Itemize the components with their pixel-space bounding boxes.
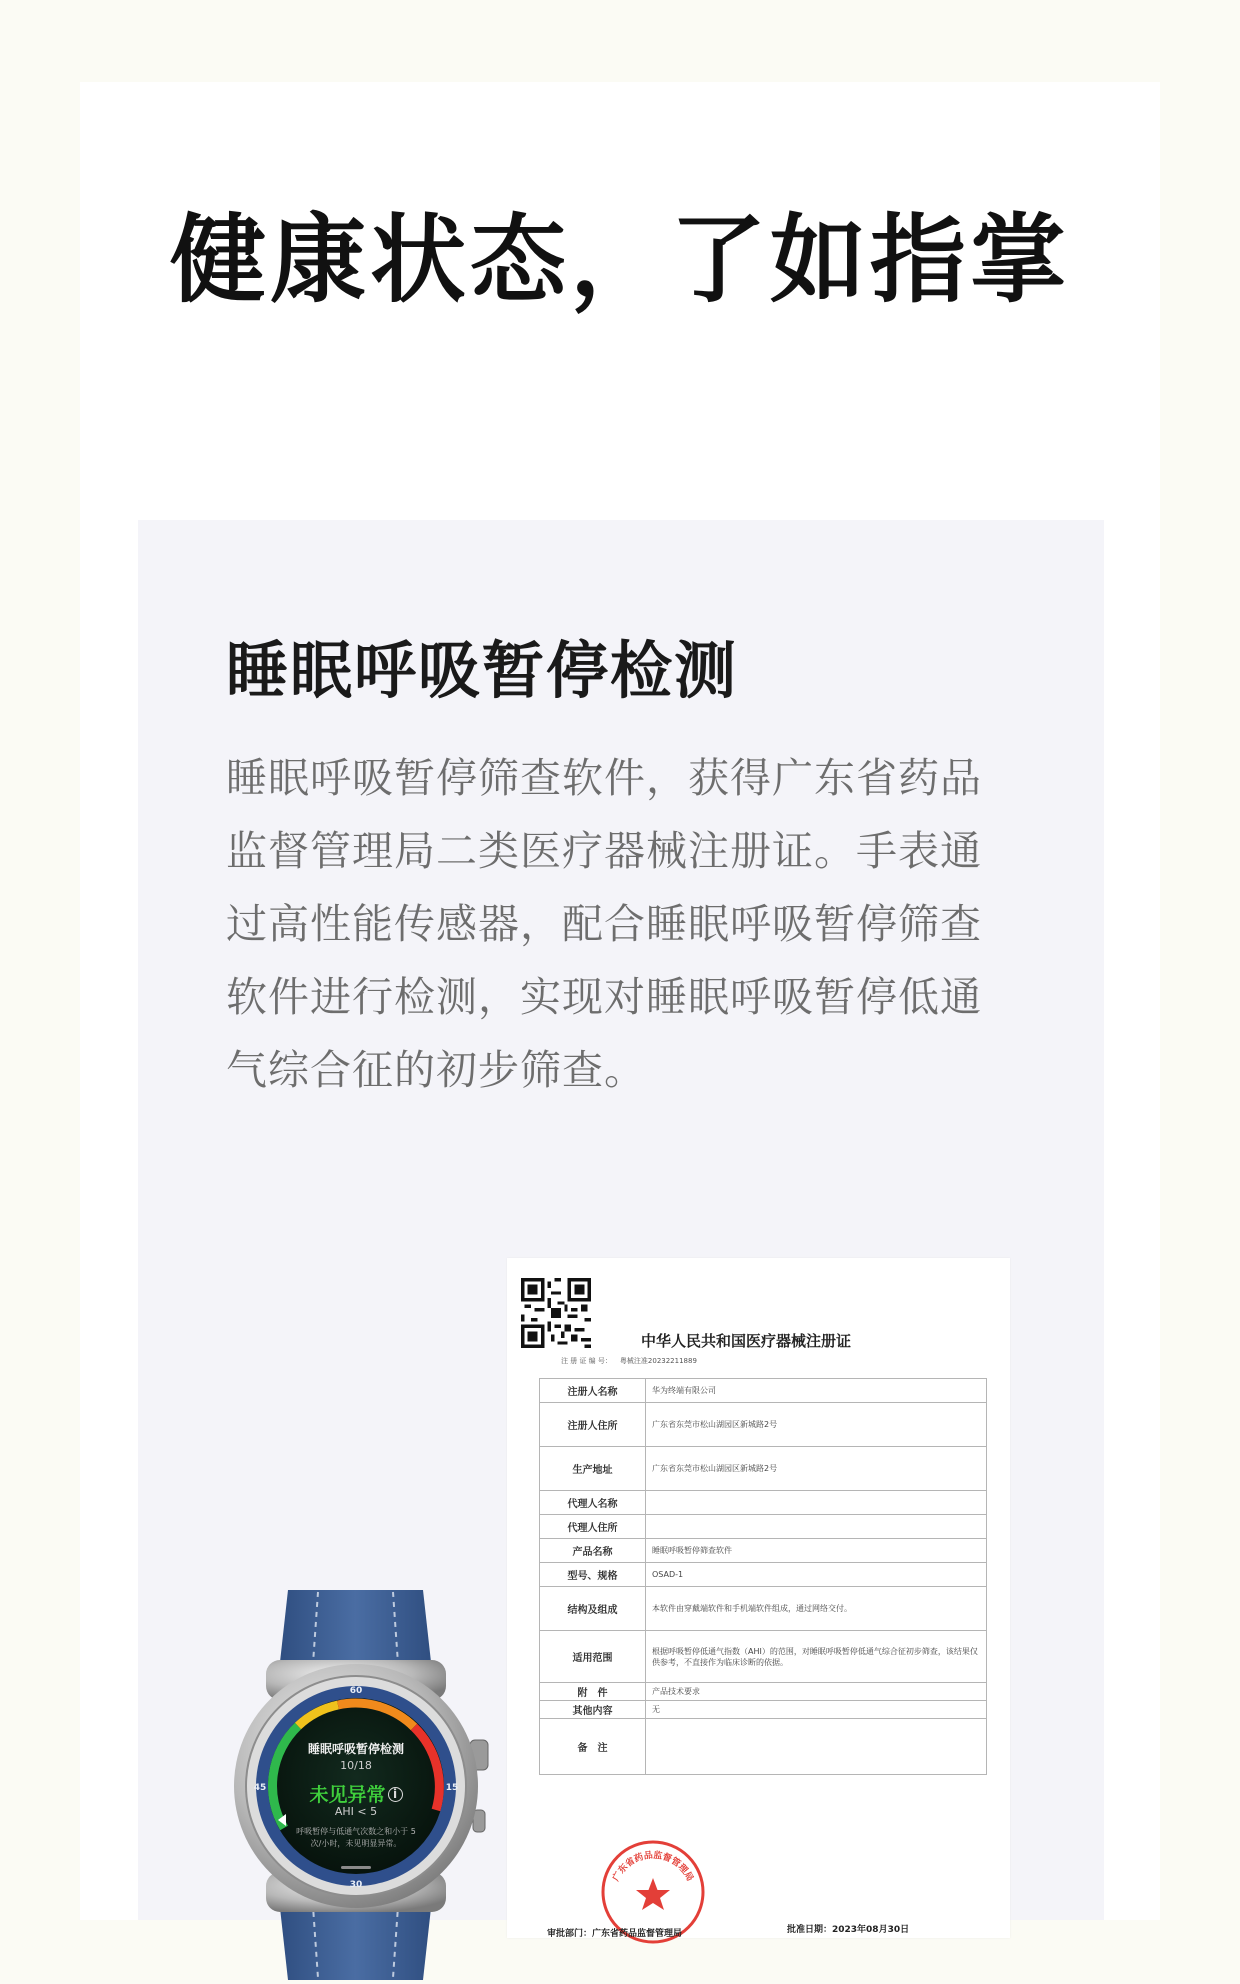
certificate-row-value: 华为终端有限公司 bbox=[646, 1379, 987, 1403]
certificate-row-value: 睡眠呼吸暂停筛查软件 bbox=[646, 1539, 987, 1563]
certificate-row bbox=[540, 1701, 987, 1719]
certificate-row-value: 产品技术要求 bbox=[646, 1683, 987, 1701]
certificate-row bbox=[540, 1491, 987, 1515]
watch-status: 未见异常 i bbox=[256, 1780, 456, 1807]
section-description: 睡眠呼吸暂停筛查软件，获得广东省药品监督管理局二类医疗器械注册证。手表通过高性能传感器，配合睡眠呼吸暂停筛查软件进行检测，实现对睡眠呼吸暂停低通气综合征的初步筛查。 bbox=[226, 754, 982, 1094]
info-icon[interactable]: i bbox=[388, 1787, 403, 1802]
certificate-row-value bbox=[646, 1719, 987, 1775]
svg-text:60: 60 bbox=[349, 1686, 363, 1696]
certificate-row bbox=[540, 1403, 987, 1447]
watch-screen-title: 睡眠呼吸暂停检测 bbox=[307, 1742, 404, 1756]
certificate-row-label: 生产地址 bbox=[540, 1447, 646, 1491]
watch-note: 呼吸暂停与低通气次数之和小于 5 次/小时，未见明显异常。 bbox=[296, 1827, 416, 1848]
page-headline: 健康状态，了如指掌 bbox=[170, 204, 1070, 316]
certificate-row bbox=[540, 1379, 987, 1403]
smartwatch bbox=[218, 1590, 518, 1980]
approval-date: 批准日期：2023年08月30日 bbox=[787, 1925, 910, 1935]
certificate-row-label: 代理人名称 bbox=[540, 1491, 646, 1515]
certificate-row bbox=[540, 1683, 987, 1701]
watch-date: 10/18 bbox=[340, 1759, 372, 1772]
watch-screen bbox=[218, 1590, 518, 1980]
certificate-row-value: 本软件由穿戴端软件和手机端软件组成，通过网络交付。 bbox=[646, 1587, 987, 1631]
certificate-row-value bbox=[646, 1491, 987, 1515]
certificate-row-label: 产品名称 bbox=[540, 1539, 646, 1563]
svg-text:30: 30 bbox=[349, 1880, 363, 1890]
certificate-row bbox=[540, 1539, 987, 1563]
registration-certificate bbox=[507, 1258, 1010, 1938]
certificate-title: 中华人民共和国医疗器械注册证 bbox=[641, 1332, 852, 1350]
certificate-row-value: 无 bbox=[646, 1701, 987, 1719]
content-panel bbox=[80, 82, 1160, 1939]
certificate-row bbox=[540, 1631, 987, 1683]
certificate-row-value: 根据呼吸暂停低通气指数（AHI）的范围，对睡眠呼吸暂停低通气综合征初步筛查，该结果仅供参考，不直接作为临床诊断的依据。 bbox=[646, 1631, 987, 1683]
certificate-table bbox=[539, 1378, 987, 1775]
certificate-row-value bbox=[646, 1515, 987, 1539]
feature-card bbox=[138, 520, 1104, 1939]
certificate-row-label: 型号、规格 bbox=[540, 1563, 646, 1587]
certificate-row-label: 其他内容 bbox=[540, 1701, 646, 1719]
certificate-row bbox=[540, 1719, 987, 1775]
certificate-row-label: 代理人住所 bbox=[540, 1515, 646, 1539]
certificate-row-value: 广东省东莞市松山湖园区新城路2号 bbox=[646, 1447, 987, 1491]
certificate-row bbox=[540, 1447, 987, 1491]
certificate-number: 注 册 证 编 号： 粤械注准20232211889 bbox=[561, 1357, 697, 1365]
certificate-row-label: 备 注 bbox=[540, 1719, 646, 1775]
certificate-row bbox=[540, 1587, 987, 1631]
approval-department: 审批部门：广东省药品监督管理局 bbox=[547, 1929, 683, 1939]
svg-text:15: 15 bbox=[445, 1783, 459, 1793]
svg-text:45: 45 bbox=[253, 1783, 267, 1793]
certificate-row bbox=[540, 1563, 987, 1587]
certificate-row-value: 广东省东莞市松山湖园区新城路2号 bbox=[646, 1403, 987, 1447]
certificate-row-label: 适用范围 bbox=[540, 1631, 646, 1683]
certificate-row-label: 注册人住所 bbox=[540, 1403, 646, 1447]
section-title: 睡眠呼吸暂停检测 bbox=[226, 634, 739, 707]
svg-text:广东省药品监督管理局: 广东省药品监督管理局 bbox=[611, 1850, 695, 1884]
certificate-row-value: OSAD-1 bbox=[646, 1563, 987, 1587]
watch-ahi: AHI < 5 bbox=[334, 1805, 378, 1818]
certificate-row-label: 结构及组成 bbox=[540, 1587, 646, 1631]
certificate-row-label: 附 件 bbox=[540, 1683, 646, 1701]
certificate-row-label: 注册人名称 bbox=[540, 1379, 646, 1403]
qr-code-icon bbox=[521, 1278, 591, 1348]
certificate-row bbox=[540, 1515, 987, 1539]
